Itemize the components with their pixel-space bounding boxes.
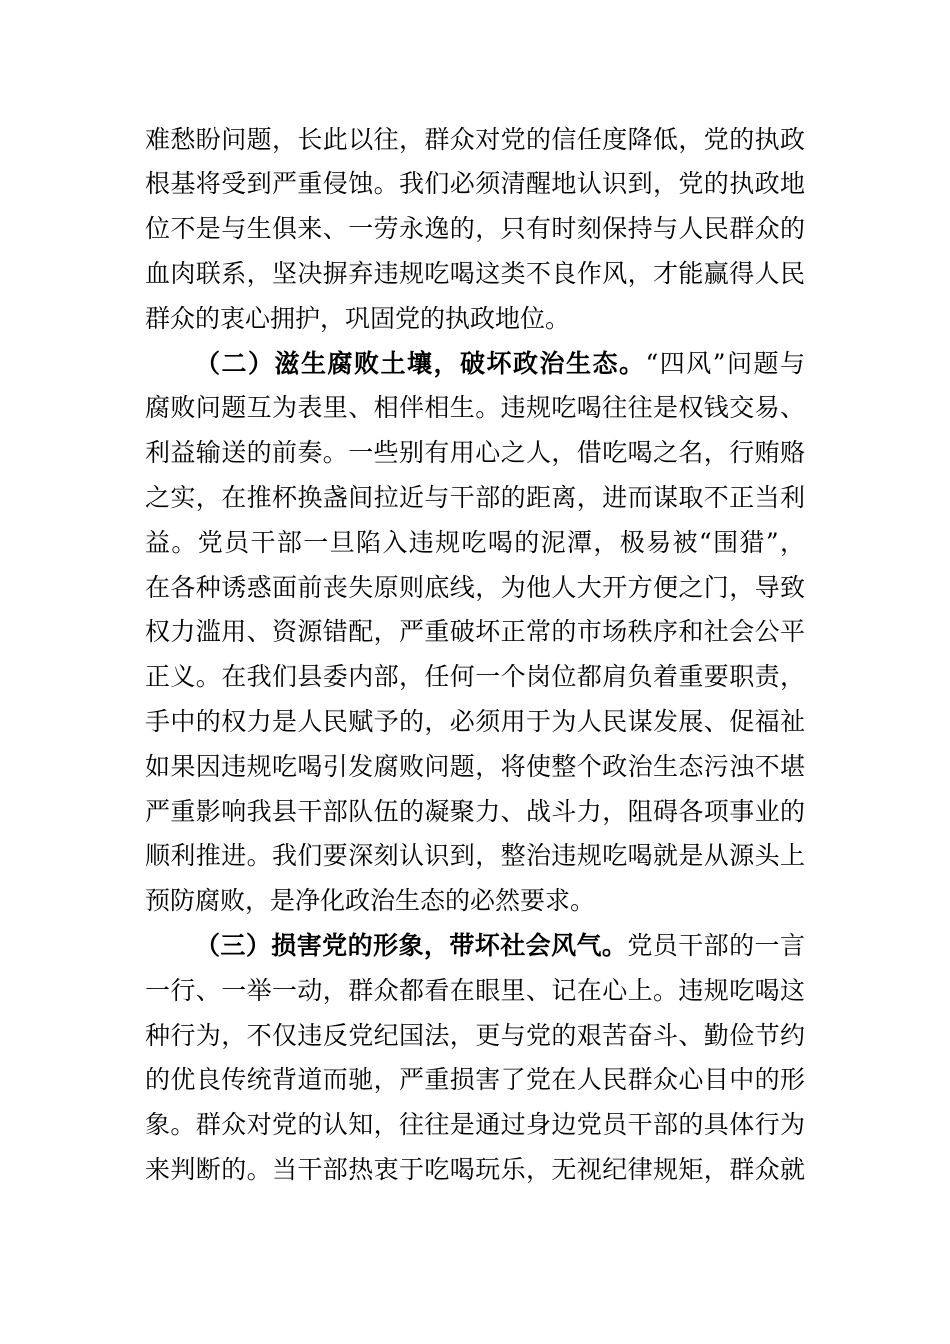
text-line: 之实，在推杯换盏间拉近与干部的距离，进而谋取不正当利 [145,482,805,512]
paragraph-2 [145,342,805,924]
text-line: 来判断的。当干部热衷于吃喝玩乐，无视纪律规矩，群众就 [145,1154,805,1184]
text-line [145,924,805,969]
text-line: 预防腐败，是净化政治生态的必然要求。 [145,886,596,916]
paragraph-1 [145,118,805,342]
text-line: 腐败问题互为表里、相伴相生。违规吃喝往往是权钱交易、 [145,393,805,423]
section-heading: （二）滋生腐败土壤，破坏政治生态。 [195,348,646,378]
text-line: 利益输送的前奏。一些别有用心之人，借吃喝之名，行贿赂 [145,438,805,468]
text-line: 根基将受到严重侵蚀。我们必须清醒地认识到，党的执政地 [145,169,805,199]
text-line: 种行为，不仅违反党纪国法，更与党的艰苦奋斗、勤俭节约 [145,1020,805,1050]
text-line: 的优良传统背道而驰，严重损害了党在人民群众心目中的形 [145,1065,805,1095]
text-line [145,342,805,387]
text-line: 位不是与生俱来、一劳永逸的，只有时刻保持与人民群众的 [145,214,805,244]
text-line: 象。群众对党的认知，往往是通过身边党员干部的具体行为 [145,1110,805,1140]
text-line: 严重影响我县干部队伍的凝聚力、战斗力，阻碍各项事业的 [145,796,805,826]
text-line: 难愁盼问题，长此以往，群众对党的信任度降低，党的执政 [145,124,805,154]
text-line: 手中的权力是人民赋予的，必须用于为人民谋发展、促福祉 [145,706,805,736]
text-line: 血肉联系，坚决摒弃违规吃喝这类不良作风，才能赢得人民 [145,258,805,288]
text-line: 正义。在我们县委内部，任何一个岗位都肩负着重要职责， [145,662,805,692]
text-line: 在各种诱惑面前丧失原则底线，为他人大开方便之门，导致 [145,572,805,602]
text-line: 益。党员干部一旦陷入违规吃喝的泥潭，极易被“围猎”， [145,527,805,557]
section-heading: （三）损害党的形象，带坏社会风气。 [195,930,628,960]
text-line: 一行、一举一动，群众都看在眼里、记在心上。违规吃喝这 [145,975,805,1005]
document-body [145,118,805,1193]
text-line: 群众的衷心拥护，巩固党的执政地位。 [145,303,571,333]
text-line: 权力滥用、资源错配，严重破坏正常的市场秩序和社会公平 [145,617,805,647]
paragraph-3 [145,924,805,1193]
text-line-segment: “四风”问题与 [645,348,805,378]
text-line: 顺利推进。我们要深刻认识到，整治违规吃喝就是从源头上 [145,841,805,871]
text-line-segment: 党员干部的一言 [627,930,805,960]
text-line: 如果因违规吃喝引发腐败问题，将使整个政治生态污浊不堪 [145,751,805,781]
